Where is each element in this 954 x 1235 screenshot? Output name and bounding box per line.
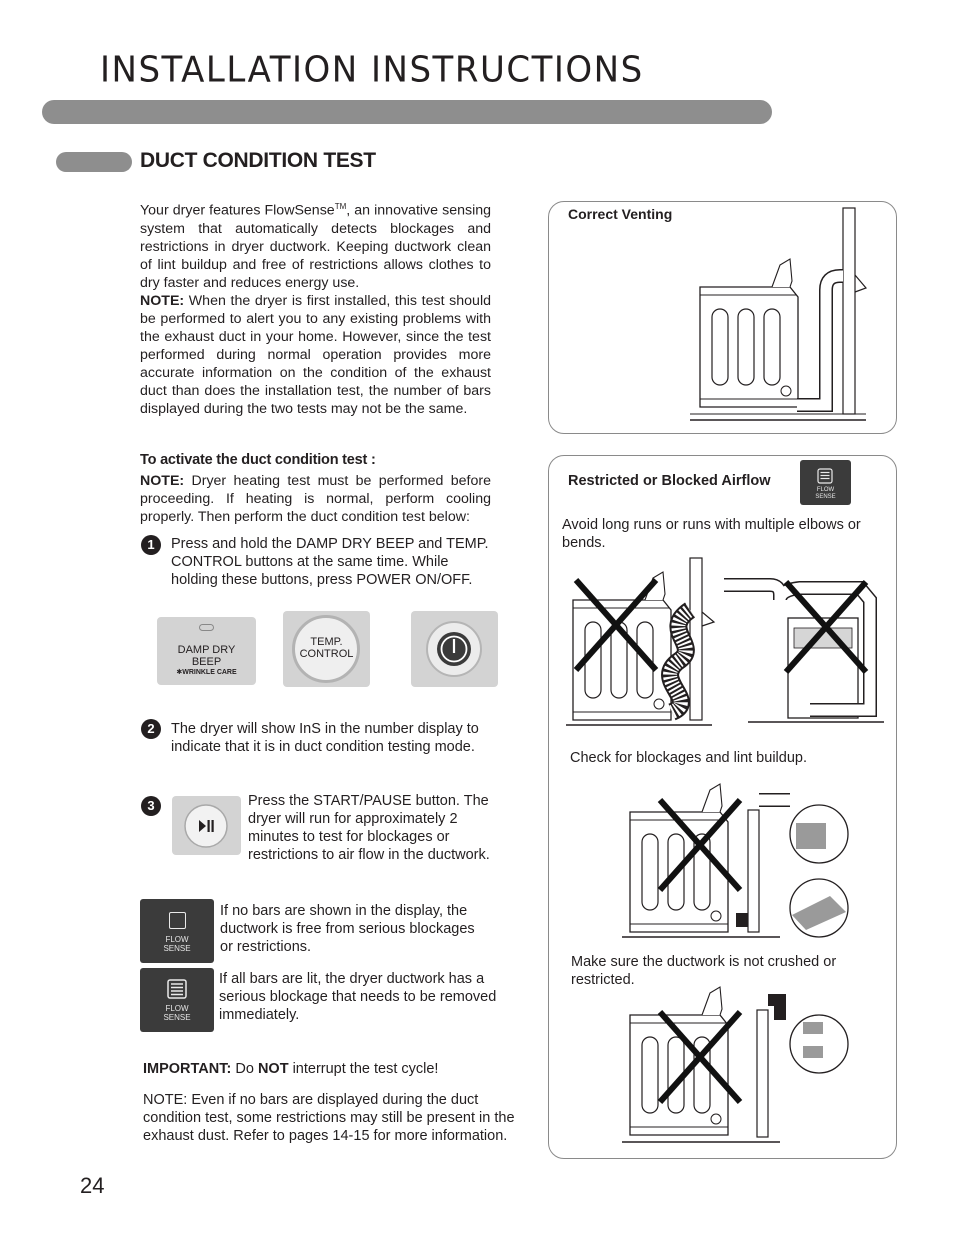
temp-label: TEMP.	[310, 636, 343, 648]
final-note: NOTE: Even if no bars are displayed during the duct condition test, some restrictions may still be present in the exhaust dust. Refer to pages 14-15 for more information.	[143, 1092, 515, 1144]
activate-heading: To activate the duct condition test :	[140, 452, 376, 468]
control-label: CONTROL	[299, 648, 354, 660]
wrinkle-care-label: ✱WRINKLE CARE	[176, 669, 237, 676]
lint-blockage-diagram	[622, 784, 848, 937]
step-3-text: Press the START/PAUSE button. The dryer will run for approximately 2 minutes to test for blockages or restrictions to air flow in the ductwork.	[248, 793, 490, 863]
sense-label: SENSE	[815, 494, 836, 500]
damp-dry-label: DAMP DRY	[177, 644, 236, 656]
activate-note: NOTE: Dryer heating test must be performed before proceeding. If heating is normal, perform cooling properly. Then perform the duct condition test below:	[140, 473, 491, 525]
page-number: 24	[80, 1173, 105, 1198]
step-2-number: 2	[141, 719, 161, 739]
step-3-number: 3	[141, 796, 161, 816]
flow-label: FLOW	[165, 1004, 189, 1013]
sense-label: SENSE	[163, 1013, 191, 1022]
correct-venting-diagram	[690, 208, 866, 420]
sense-label: SENSE	[163, 944, 191, 953]
intro-note: NOTE: When the dryer is first installed, this test should be performed to alert you to any existing problems with the exhaust duct in your home. However, since the test performed during normal operation provides more accurate information on the condition of the exhaust duct than does the installation test, the number of bars displayed during the two tests may not be the same.	[140, 293, 491, 417]
no-bars-text: If no bars are shown in the display, the ductwork is free from serious blockages or restrictions.	[220, 903, 475, 955]
flow-label: FLOW	[816, 487, 835, 493]
intro-paragraph: Your dryer features FlowSense™, an innovative sensing system that automatically detects blockages and restrictions in dryer ductwork. Keeping ductwork clean of lint buildup and free of restrictions allows clothes to dry faster and reduces energy use.	[140, 202, 491, 291]
step-2-text: The dryer will show InS in the number display to indicate that it is in duct condition testing mode.	[171, 721, 479, 755]
step-1-number: 1	[141, 535, 161, 555]
caption-long-runs: Avoid long runs or runs with multiple elbows or bends.	[562, 517, 861, 551]
correct-venting-title: Correct Venting	[568, 206, 673, 222]
flow-label: FLOW	[165, 935, 189, 944]
crushed-duct-diagram	[622, 987, 848, 1142]
long-runs-diagram	[566, 558, 884, 725]
step-1-text: Press and hold the DAMP DRY BEEP and TEMP. CONTROL buttons at the same time. While holding these buttons, press POWER ON/OFF.	[171, 536, 489, 588]
caption-blockages: Check for blockages and lint buildup.	[570, 750, 807, 766]
all-bars-text: If all bars are lit, the dryer ductwork has a serious blockage that needs to be removed immediately.	[219, 971, 497, 1023]
beep-label: BEEP	[191, 656, 222, 668]
page-header-title: INSTALLATION INSTRUCTIONS	[100, 49, 644, 91]
restricted-airflow-title: Restricted or Blocked Airflow	[568, 473, 771, 489]
section-title: DUCT CONDITION TEST	[140, 149, 376, 172]
important-note: IMPORTANT: Do NOT interrupt the test cycle!	[143, 1061, 439, 1077]
caption-crushed: Make sure the ductwork is not crushed or restricted.	[571, 954, 837, 988]
